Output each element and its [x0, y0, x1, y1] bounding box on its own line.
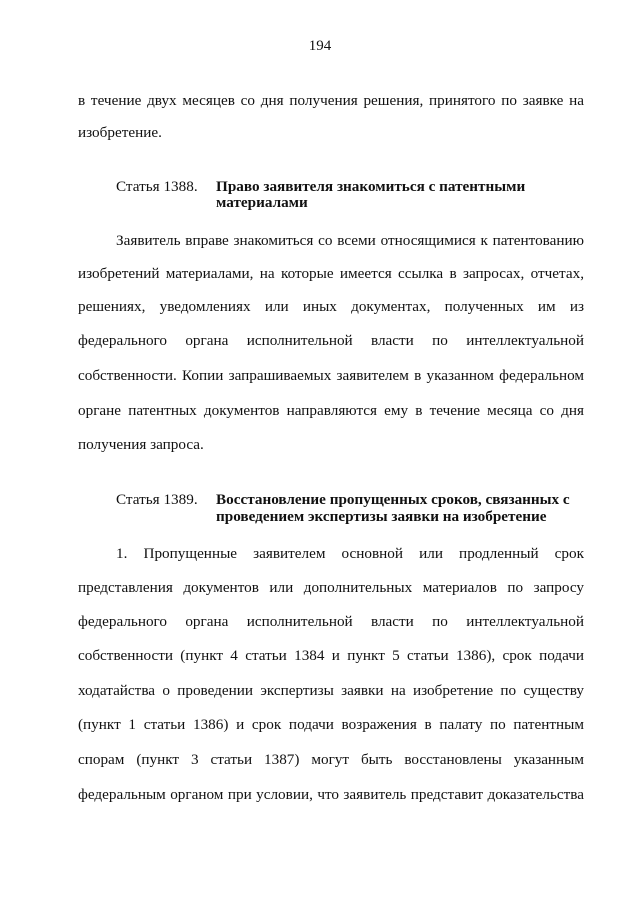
- text-line: изобретение.: [78, 124, 162, 141]
- article-1388-label: Статья 1388.: [116, 178, 198, 195]
- article-1389-text-line: спорам (пункт 3 статьи 1387) могут быть восстановлены указанным: [78, 751, 584, 768]
- text-line: в течение двух месяцев со дня получения решения, принятого по заявке на: [78, 92, 584, 109]
- article-1388-title-line-2: материалами: [216, 194, 308, 211]
- article-1388-text-line: федерального органа исполнительной власти по интеллектуальной: [78, 332, 584, 349]
- article-1388-title-line-1: Право заявителя знакомиться с патентными: [216, 178, 526, 195]
- article-1388-text-line: собственности. Копии запрашиваемых заявителем в указанном федеральном: [78, 367, 584, 384]
- article-1389-text-line: (пункт 1 статьи 1386) и срок подачи возражения в палату по патентным: [78, 716, 584, 733]
- article-1388-text-line: органе патентных документов направляются ему в течение месяца со дня: [78, 402, 584, 419]
- article-1388-text-line: решениях, уведомлениях или иных документах, полученных им из: [78, 298, 584, 315]
- article-1389-title-line-2: проведением экспертизы заявки на изобретение: [216, 508, 547, 525]
- article-1389-text-line: ходатайства о проведении экспертизы заявки на изобретение по существу: [78, 682, 584, 699]
- article-1389-text-line: собственности (пункт 4 статьи 1384 и пункт 5 статьи 1386), срок подачи: [78, 647, 584, 664]
- article-1389-text-line: федерального органа исполнительной власти по интеллектуальной: [78, 613, 584, 630]
- article-1388-text-line: Заявитель вправе знакомиться со всеми относящимися к патентованию: [116, 232, 584, 249]
- article-1389-text-line: федеральным органом при условии, что заявитель представит доказательства: [78, 786, 584, 803]
- article-1389-title-line-1: Восстановление пропущенных сроков, связанных с: [216, 491, 570, 508]
- article-1388-text-line: изобретений материалами, на которые имеется ссылка в запросах, отчетах,: [78, 265, 584, 282]
- article-1388-text-line: получения запроса.: [78, 436, 204, 453]
- page-number: 194: [308, 38, 332, 54]
- article-1389-label: Статья 1389.: [116, 491, 198, 508]
- article-1389-text-line: 1. Пропущенные заявителем основной или продленный срок: [116, 545, 584, 562]
- article-1389-text-line: представления документов или дополнительных материалов по запросу: [78, 579, 584, 596]
